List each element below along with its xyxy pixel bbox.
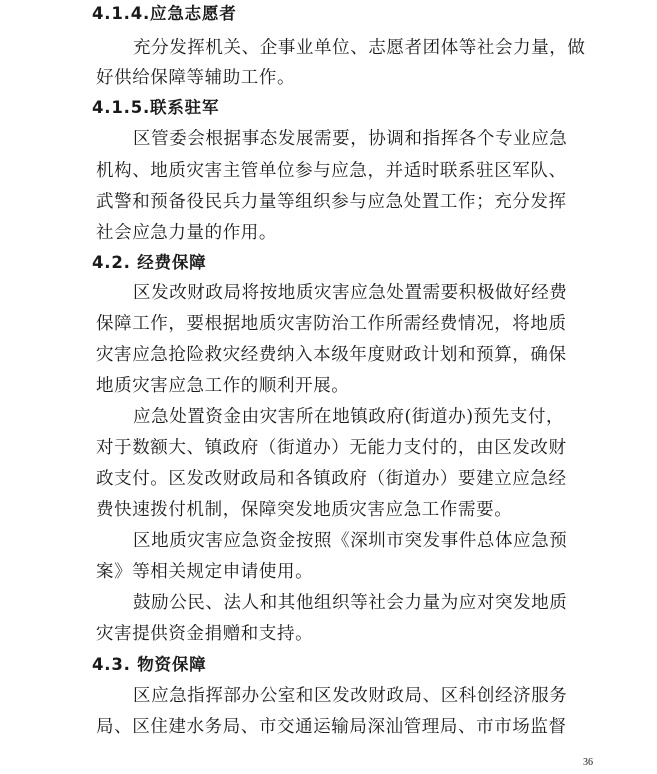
section-heading-4-3: 4.3. 物资保障 bbox=[92, 655, 207, 674]
paragraph-line: 政支付。区发改财政局和各镇政府（街道办）要建立应急经 bbox=[96, 469, 567, 489]
paragraph-line: 充分发挥机关、企事业单位、志愿者团体等社会力量，做 bbox=[133, 38, 586, 58]
section-heading-4-1-4: 4.1.4.应急志愿者 bbox=[92, 4, 237, 23]
paragraph-line: 灾害应急抢险救灾经费纳入本级年度财政计划和预算，确保 bbox=[96, 345, 567, 365]
section-heading-4-2: 4.2. 经费保障 bbox=[92, 253, 207, 272]
paragraph-line: 好供给保障等辅助工作。 bbox=[96, 68, 296, 88]
paragraph-line: 地质灾害应急工作的顺利开展。 bbox=[96, 376, 350, 396]
paragraph-line: 费快速拨付机制，保障突发地质灾害应急工作需要。 bbox=[96, 500, 513, 520]
paragraph-line: 区管委会根据事态发展需要，协调和指挥各个专业应急 bbox=[133, 129, 568, 149]
paragraph-line: 武警和预备役民兵力量等组织参与应急处置工作；充分发挥 bbox=[96, 192, 567, 212]
paragraph-line: 鼓励公民、法人和其他组织等社会力量为应对突发地质 bbox=[133, 593, 568, 613]
paragraph-line: 区发改财政局将按地质灾害应急处置需要积极做好经费 bbox=[133, 283, 568, 303]
paragraph-line: 区地质灾害应急资金按照《深圳市突发事件总体应急预 bbox=[133, 531, 568, 551]
paragraph-line: 对于数额大、镇政府（街道办）无能力支付的，由区发改财 bbox=[96, 438, 567, 458]
paragraph-line: 机构、地质灾害主管单位参与应急，并适时联系驻区军队、 bbox=[96, 161, 567, 181]
paragraph-line: 局、区住建水务局、市交通运输局深汕管理局、市市场监督 bbox=[96, 717, 567, 737]
section-heading-4-1-5: 4.1.5.联系驻军 bbox=[92, 98, 220, 117]
paragraph-line: 区应急指挥部办公室和区发改财政局、区科创经济服务 bbox=[133, 686, 568, 706]
paragraph-line: 案》等相关规定申请使用。 bbox=[96, 562, 314, 582]
paragraph-line: 应急处置资金由灾害所在地镇政府(街道办)预先支付， bbox=[133, 407, 565, 427]
paragraph-line: 保障工作，要根据地质灾害防治工作所需经费情况，将地质 bbox=[96, 314, 567, 334]
paragraph-line: 灾害提供资金捐赠和支持。 bbox=[96, 624, 314, 644]
page-number: 36 bbox=[583, 757, 593, 768]
paragraph-line: 社会应急力量的作用。 bbox=[96, 223, 277, 243]
